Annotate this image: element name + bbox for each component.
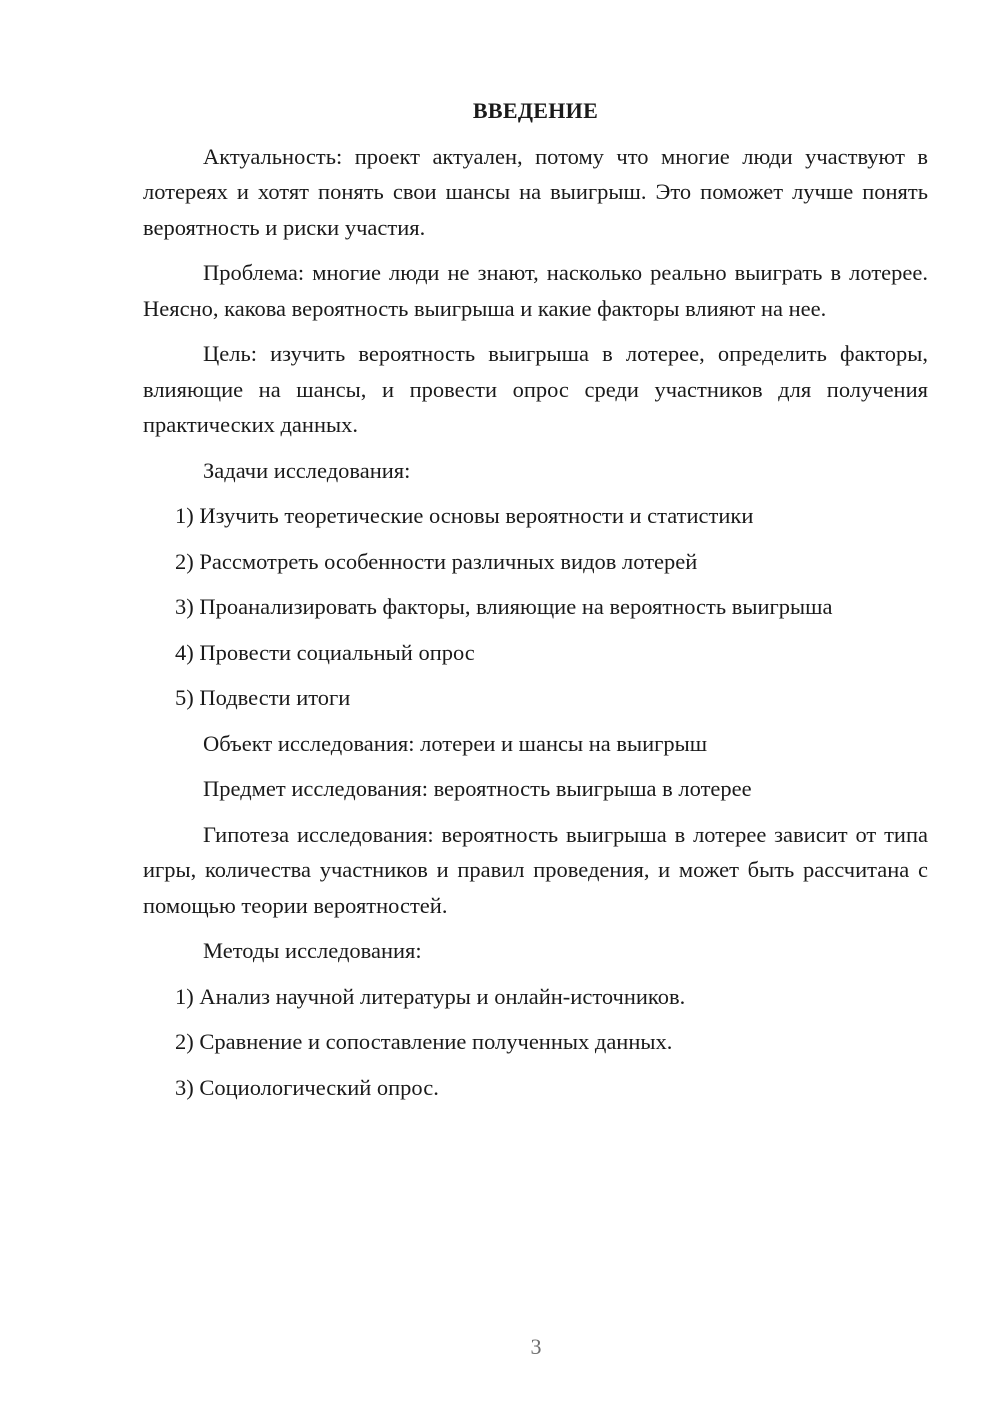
- problem-paragraph: Проблема: многие люди не знают, насколько реально выиграть в лотерее. Неясно, какова вероятность выигрыша и какие факторы влияют на нее.: [143, 260, 928, 321]
- list-item: 3) Социологический опрос.: [175, 1074, 439, 1100]
- object-line: Объект исследования: лотереи и шансы на выигрыш: [203, 730, 708, 756]
- subject-line: Предмет исследования: вероятность выигрыша в лотерее: [203, 776, 752, 801]
- methods-list: [143, 979, 928, 1106]
- methods-heading: Методы исследования:: [203, 938, 422, 963]
- list-item: 1) Анализ научной литературы и онлайн-источников.: [175, 983, 686, 1009]
- list-item: 2) Сравнение и сопоставление полученных данных.: [175, 1029, 673, 1054]
- list-item: 2) Рассмотреть особенности различных видов лотерей: [175, 548, 698, 574]
- list-item: 3) Проанализировать факторы, влияющие на вероятность выигрыша: [175, 594, 833, 619]
- relevance-paragraph: Актуальность: проект актуален, потому что многие люди участвуют в лотереях и хотят понять свои шансы на выигрыш. Это поможет лучше понять вероятность и риски участия.: [143, 143, 928, 240]
- tasks-list: [143, 498, 928, 716]
- list-item: 4) Провести социальный опрос: [175, 639, 475, 665]
- list-item: 1) Изучить теоретические основы вероятности и статистики: [175, 503, 754, 528]
- tasks-heading: Задачи исследования:: [203, 457, 411, 483]
- page-title: ВВЕДЕНИЕ: [472, 98, 599, 123]
- list-item: 5) Подвести итоги: [175, 685, 351, 710]
- page-content: [143, 93, 928, 1115]
- goal-paragraph: Цель: изучить вероятность выигрыша в лотерее, определить факторы, влияющие на шансы, и провести опрос среди участников для получения практических данных.: [143, 341, 928, 437]
- page-number: 3: [530, 1334, 542, 1359]
- hypothesis-paragraph: Гипотеза исследования: вероятность выигрыша в лотерее зависит от типа игры, количества участников и правил проведения, и может быть рассчитана с помощью теории вероятностей.: [143, 821, 928, 918]
